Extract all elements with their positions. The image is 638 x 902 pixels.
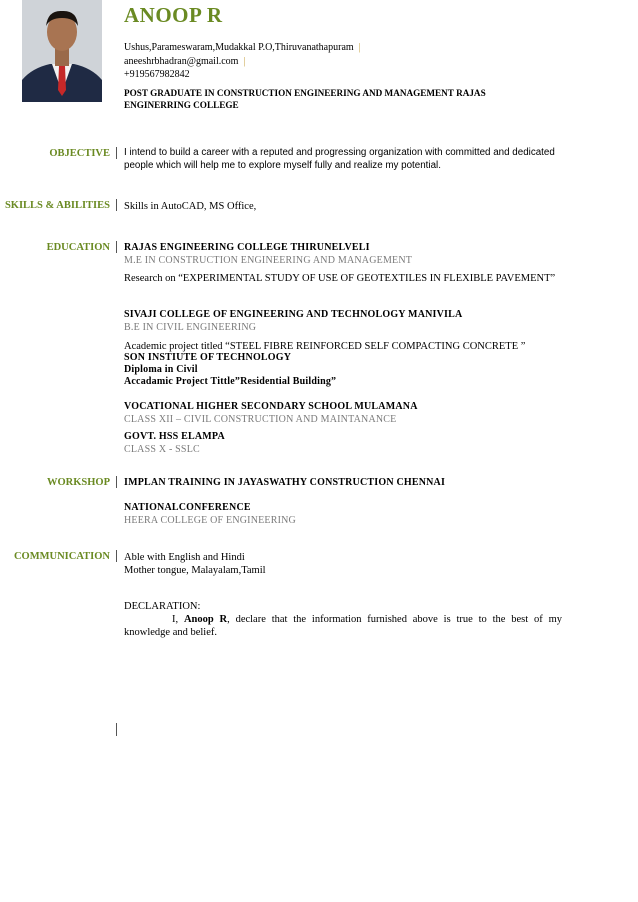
implant-training: IMPLAN TRAINING IN JAYASWATHY CONSTRUCTION CHENNAI bbox=[124, 477, 446, 488]
declaration-text bbox=[124, 613, 562, 639]
section-divider bbox=[116, 476, 117, 488]
diploma: Diploma in Civil bbox=[124, 364, 198, 375]
qualification-summary bbox=[124, 87, 544, 111]
languages-line: Able with English and Hindi bbox=[124, 552, 245, 563]
workshop-label: WORKSHOP bbox=[46, 477, 110, 488]
objective-label: OBJECTIVE bbox=[49, 148, 110, 159]
declaration-heading: DECLARATION: bbox=[124, 601, 201, 612]
email-line bbox=[124, 55, 361, 69]
declaration-body: , declare that the information furnished above is true to the best of my knowledge and belief. bbox=[124, 614, 562, 638]
communication-label: COMMUNICATION bbox=[13, 551, 110, 562]
profile-photo bbox=[22, 0, 102, 102]
section-divider bbox=[116, 241, 117, 253]
address-text: Ushus,Parameswaram,Mudakkal P.O,Thiruvanathapuram bbox=[124, 42, 354, 53]
declaration-name: Anoop R bbox=[183, 614, 228, 625]
phone-line: +919567982842 bbox=[124, 69, 190, 80]
institute-3: SON INSTIUTE OF TECHNOLOGY bbox=[124, 352, 292, 363]
objective-text: I intend to build a career with a reputed and progressing organization with committed and dedicated people which will help me to explore myself fully and realize my potential. bbox=[124, 147, 555, 171]
section-divider bbox=[116, 199, 117, 211]
contact-block bbox=[124, 41, 361, 82]
mother-tongue-line: Mother tongue, Malayalam,Tamil bbox=[124, 565, 266, 576]
section-divider bbox=[116, 550, 117, 562]
qualification-line-2: ENGINERRING COLLEGE bbox=[124, 100, 239, 110]
academic-project: Academic project titled “STEEL FIBRE REINFORCED SELF COMPACTING CONCRETE ” bbox=[124, 341, 526, 352]
education-label: EDUCATION bbox=[46, 242, 110, 253]
school-4: VOCATIONAL HIGHER SECONDARY SCHOOL MULAMANA bbox=[124, 401, 418, 412]
declaration-prefix: I, bbox=[172, 614, 184, 625]
separator: | bbox=[243, 55, 246, 67]
section-divider bbox=[116, 147, 117, 159]
person-photo-icon bbox=[22, 0, 102, 102]
conference-title: NATIONALCONFERENCE bbox=[124, 502, 251, 513]
class-12: CLASS XII – CIVIL CONSTRUCTION AND MAINTANANCE bbox=[124, 414, 397, 425]
research-title: Research on “EXPERIMENTAL STUDY OF USE OF GEOTEXTILES IN FLEXIBLE PAVEMENT” bbox=[124, 273, 556, 284]
class-10: CLASS X - SSLC bbox=[124, 444, 200, 455]
diploma-project: Accadamic Project Tittle”Residential Building” bbox=[124, 376, 337, 387]
skills-text: Skills in AutoCAD, MS Office, bbox=[124, 201, 257, 212]
email-text: aneeshrbhadran@gmail.com bbox=[124, 55, 239, 67]
candidate-name: ANOOP R bbox=[124, 3, 223, 27]
degree-1: M.E IN CONSTRUCTION ENGINEERING AND MANAGEMENT bbox=[124, 255, 413, 266]
college-1: RAJAS ENGINEERING COLLEGE THIRUNELVELI bbox=[124, 242, 370, 253]
degree-2: B.E IN CIVIL ENGINEERING bbox=[124, 322, 257, 333]
skills-label: SKILLS & ABILITIES bbox=[4, 200, 110, 211]
separator: | bbox=[358, 42, 361, 53]
conference-venue: HEERA COLLEGE OF ENGINEERING bbox=[124, 515, 296, 526]
school-5: GOVT. HSS ELAMPA bbox=[124, 431, 225, 442]
college-2: SIVAJI COLLEGE OF ENGINEERING AND TECHNOLOGY MANIVILA bbox=[124, 309, 463, 320]
qualification-line-1: POST GRADUATE IN CONSTRUCTION ENGINEERING AND MANAGEMENT RAJAS bbox=[124, 88, 486, 98]
section-divider bbox=[116, 723, 117, 736]
address-line bbox=[124, 41, 361, 55]
